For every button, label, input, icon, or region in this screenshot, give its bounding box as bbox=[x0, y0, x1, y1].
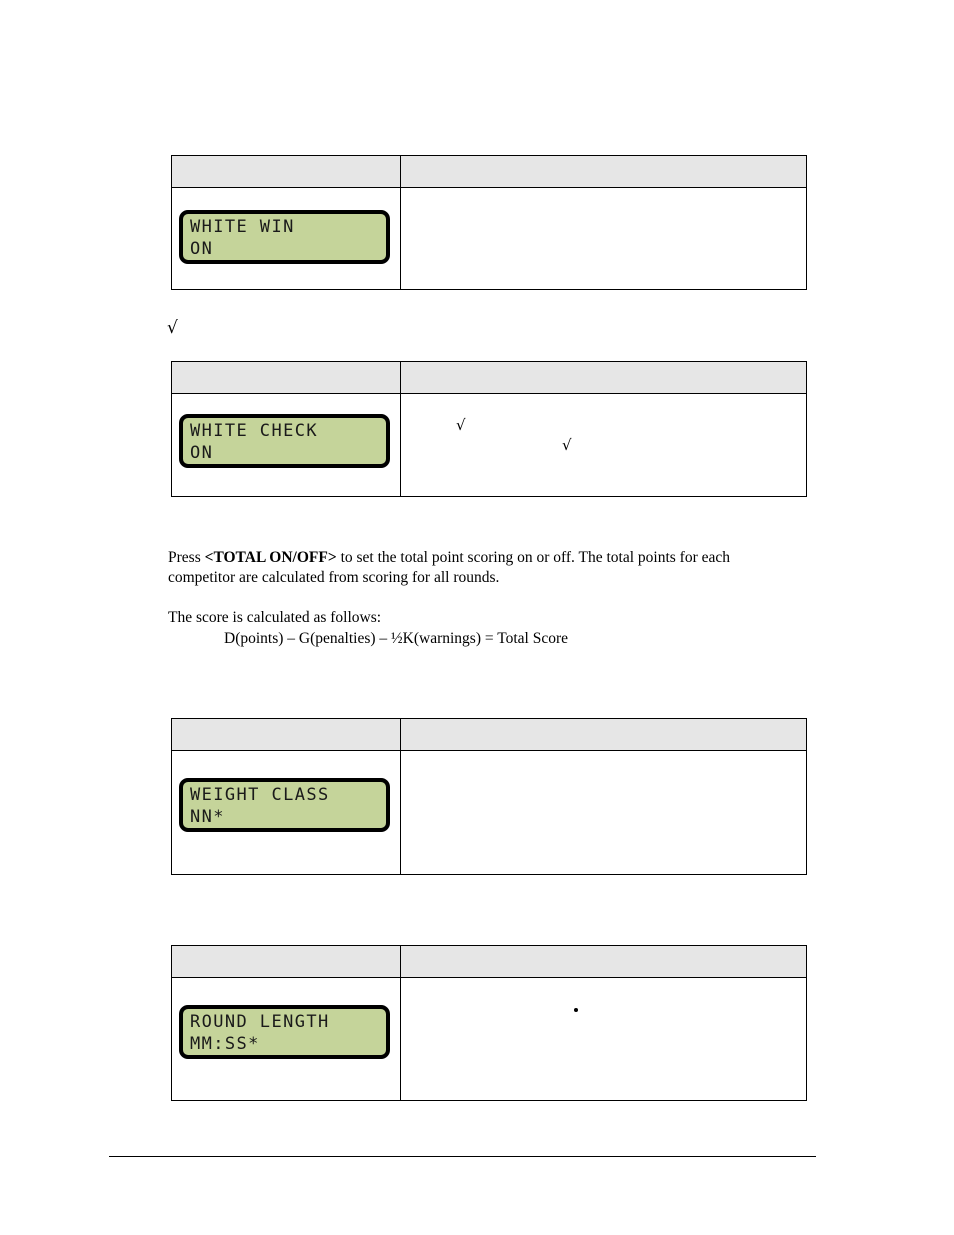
lcd-line-2: ON bbox=[190, 239, 214, 259]
check-mark-symbol: √ bbox=[562, 436, 572, 454]
round-length-table bbox=[171, 945, 807, 1101]
bullet-dot bbox=[574, 1008, 578, 1012]
check-mark-symbol: √ bbox=[167, 318, 178, 338]
lcd-line-1: ROUND LENGTH bbox=[190, 1012, 330, 1032]
white-check-table bbox=[171, 361, 807, 497]
table-header bbox=[172, 719, 806, 751]
lcd-line-1: WHITE CHECK bbox=[190, 421, 318, 441]
footer-rule bbox=[109, 1156, 816, 1157]
lcd-display-round-length bbox=[179, 1005, 390, 1059]
lcd-display-weight-class bbox=[179, 778, 390, 832]
total-points-paragraph: Press <TOTAL ON/OFF> to set the total point scoring on or off. The total points for each competitor are calculated from scoring for all rounds. bbox=[168, 549, 730, 586]
lcd-line-1: WHITE WIN bbox=[190, 217, 295, 237]
table-header bbox=[172, 946, 806, 978]
score-formula: D(points) – G(penalties) – ½K(warnings) = Total Score bbox=[224, 630, 568, 647]
table-header bbox=[172, 156, 806, 188]
table-header bbox=[172, 362, 806, 394]
score-calc-paragraph: The score is calculated as follows: bbox=[168, 609, 382, 626]
lcd-line-2: MM:SS* bbox=[190, 1034, 260, 1054]
lcd-display-white-win bbox=[179, 210, 390, 264]
lcd-line-2: ON bbox=[190, 443, 214, 463]
lcd-display-white-check bbox=[179, 414, 390, 468]
lcd-line-2: NN* bbox=[190, 807, 225, 827]
total-on-off-key: <TOTAL ON/OFF> bbox=[204, 549, 337, 566]
white-win-table bbox=[171, 155, 807, 290]
lcd-line-1: WEIGHT CLASS bbox=[190, 785, 330, 805]
weight-class-table bbox=[171, 718, 807, 875]
check-mark-symbol: √ bbox=[456, 416, 466, 434]
